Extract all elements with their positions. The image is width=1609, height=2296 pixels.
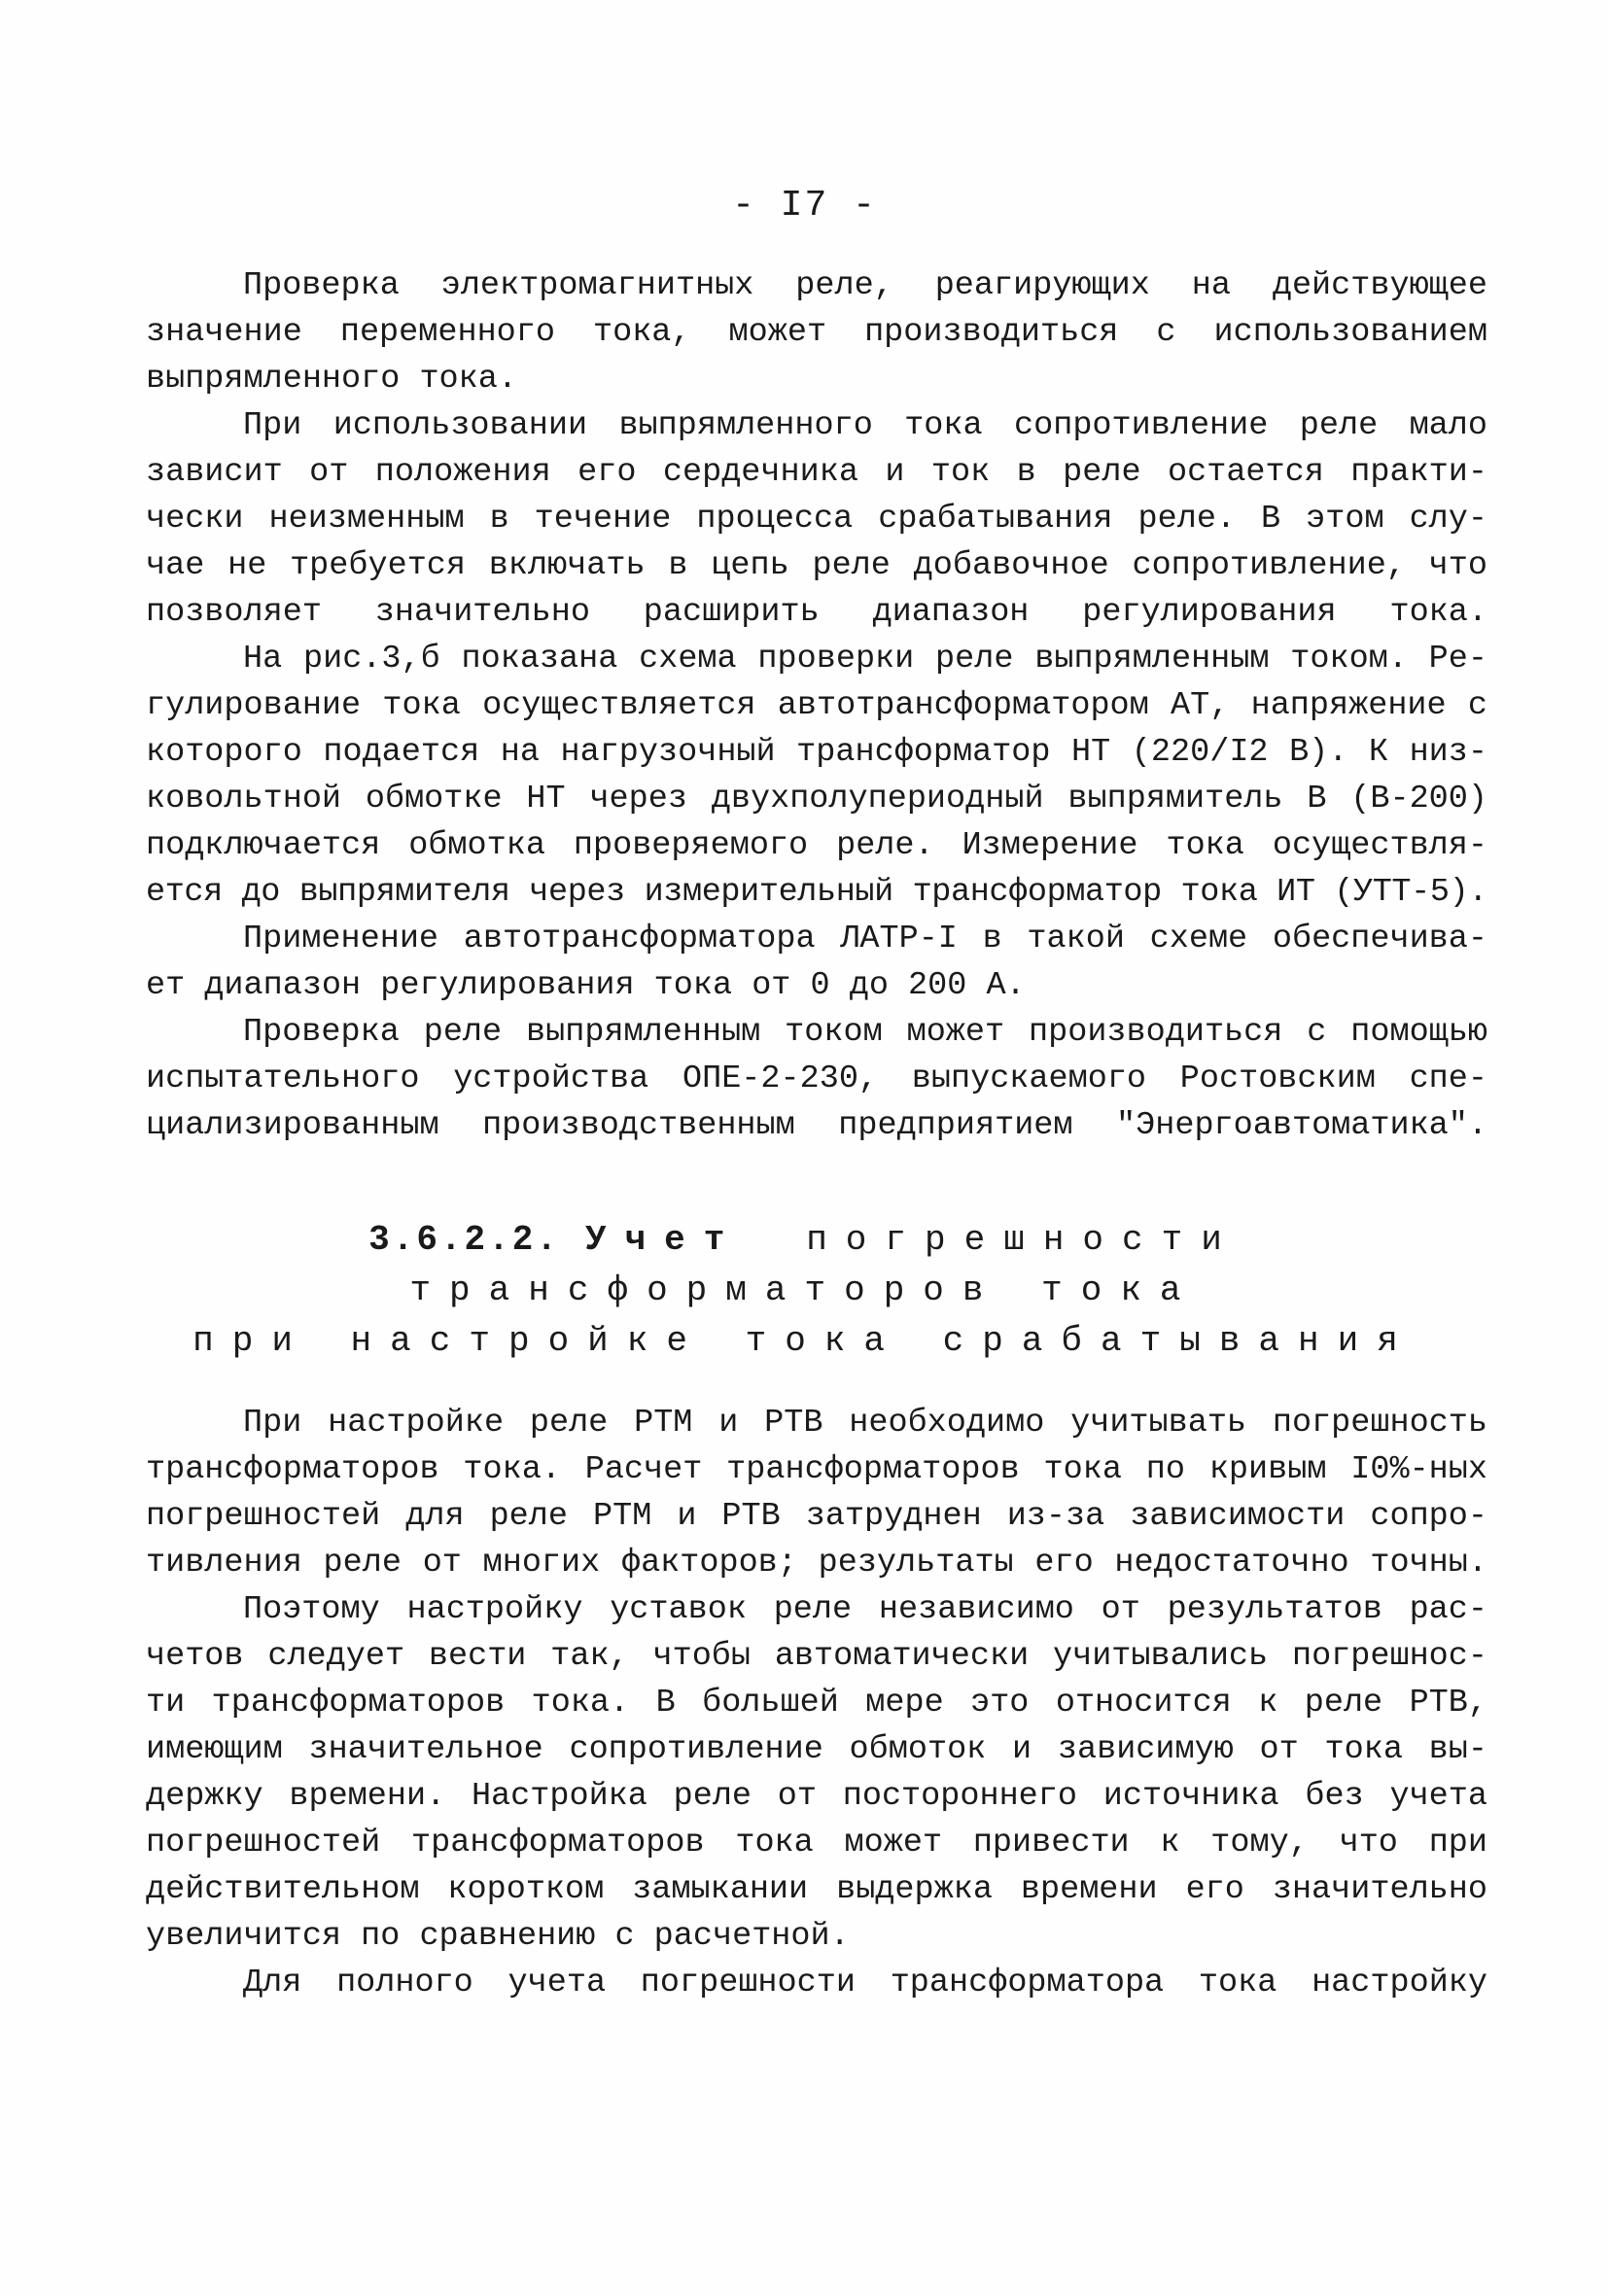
text-line: На рис.3,б показана схема проверки реле выпрямленным током. Ре- [243,641,1487,678]
text-line: имеющим значительное сопротивление обмоток и зависимую от тока вы- [146,1731,1487,1768]
text-line: ковольтной обмотке НТ через двухполупериодный выпрямитель В (В-200) [146,781,1487,818]
text-line: зависит от положения его сердечника и ток в реле остается практи- [146,454,1487,491]
body-text-bottom [146,1400,1487,2006]
text-line: Применение автотрансформатора ЛАТР-I в такой схеме обеспечива- [243,921,1487,957]
text-line: увеличится по сравнению с расчетной. [146,1918,850,1955]
text-line: погрешностей трансформаторов тока может привести к тому, что при [146,1825,1487,1861]
text-line: циализированным производственным предприятием "Энергоавтоматика". [146,1107,1487,1144]
text-line: Проверка электромагнитных реле, реагирующих на действующее [243,267,1487,304]
text-line: Проверка реле выпрямленным током может производиться с помощью [243,1014,1487,1051]
text-line: действительном коротком замыкании выдержка времени его значительно [146,1871,1487,1908]
text-line: испытательного устройства ОПЕ-2-230, выпускаемого Ростовским спе- [146,1061,1487,1097]
text-line: выпрямленного тока. [146,361,517,398]
text-line: При настройке реле РТМ и РТВ необходимо учитывать погрешность [243,1405,1487,1442]
text-line: ти трансформаторов тока. В большей мере это относится к реле РТВ, [146,1685,1487,1722]
section-heading [0,1215,1609,1367]
text-line: чае не требуется включать в цепь реле добавочное сопротивление, что [146,547,1487,584]
heading-number: 3.6.2.2. [368,1220,560,1260]
heading-line-2: трансформаторов тока [409,1270,1200,1310]
heading-word-uchet: Учет [584,1220,744,1260]
text-line: четов следует вести так, чтобы автоматически учитывались погрешнос- [146,1638,1487,1675]
heading-word-pogreshnosti: погрешности [806,1220,1241,1260]
text-line: подключается обмотка проверяемого реле. Измерение тока осуществля- [146,827,1487,864]
page-number: - I7 - [732,185,877,226]
text-line: значение переменного тока, может производиться с использованием [146,314,1487,351]
heading-line-1 [0,1215,1609,1266]
text-line: При использовании выпрямленного тока сопротивление реле мало [243,407,1487,444]
heading-line-3: при настройке тока срабатывания [192,1321,1417,1361]
body-text-top [146,262,1487,1149]
text-line: позволяет значительно расширить диапазон регулирования тока. [146,594,1487,631]
text-line: Поэтому настройку уставок реле независимо от результатов рас- [243,1591,1487,1628]
text-line: тивления реле от многих факторов; результаты его недостаточно точны. [146,1545,1487,1582]
text-line: трансформаторов тока. Расчет трансформаторов тока по кривым I0%-ных [146,1451,1487,1488]
text-line: чески неизменным в течение процесса срабатывания реле. В этом слу- [146,501,1487,538]
text-line: ется до выпрямителя через измерительный трансформатор тока ИТ (УТТ-5). [146,874,1487,911]
text-line: которого подается на нагрузочный трансформатор НТ (220/I2 В). К низ- [146,734,1487,771]
text-line: держку времени. Настройка реле от постороннего источника без учета [146,1778,1487,1815]
text-line: погрешностей для реле РТМ и РТВ затруднен из-за зависимости сопро- [146,1498,1487,1535]
text-line: Для полного учета погрешности трансформатора тока настройку [243,1965,1487,2001]
text-line: ет диапазон регулирования тока от 0 до 200 А. [146,967,1026,1004]
text-line: гулирование тока осуществляется автотрансформатором АТ, напряжение с [146,687,1487,724]
